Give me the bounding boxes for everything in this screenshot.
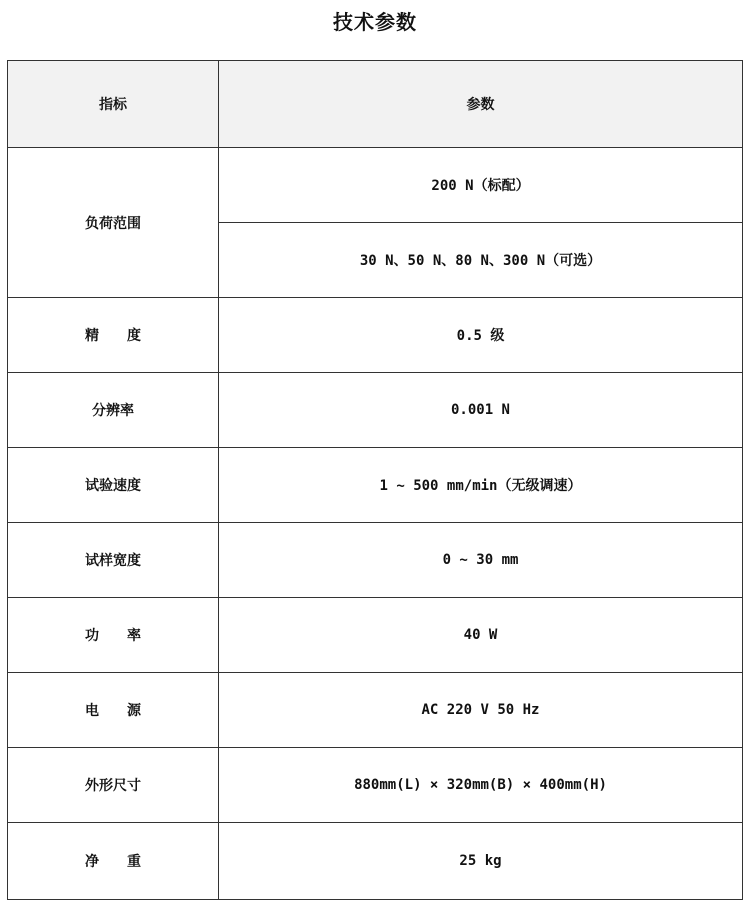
table-row: [8, 298, 743, 373]
row-label-power-supply: 电 源: [8, 673, 219, 748]
row-value-resolution: 0.001 N: [219, 373, 743, 448]
row-label-sample-width: 试样宽度: [8, 523, 219, 598]
row-label-power: 功 率: [8, 598, 219, 673]
row-value-load-standard: 200 N（标配）: [219, 148, 743, 223]
row-value-test-speed: 1 ~ 500 mm/min（无级调速）: [219, 448, 743, 523]
row-value-load-optional: 30 N、50 N、80 N、300 N（可选）: [219, 223, 743, 298]
row-value-sample-width: 0 ~ 30 mm: [219, 523, 743, 598]
table-row: [8, 598, 743, 673]
header-parameter: 参数: [219, 61, 743, 148]
table-row: [8, 373, 743, 448]
row-value-power-supply: AC 220 V 50 Hz: [219, 673, 743, 748]
row-value-dimensions: 880mm(L) × 320mm(B) × 400mm(H): [219, 748, 743, 823]
row-value-net-weight: 25 kg: [219, 823, 743, 900]
spec-table: [7, 60, 743, 900]
row-label-dimensions: 外形尺寸: [8, 748, 219, 823]
row-value-power: 40 W: [219, 598, 743, 673]
table-row: [8, 448, 743, 523]
table-row: [8, 673, 743, 748]
header-indicator: 指标: [8, 61, 219, 148]
row-label-load-range: 负荷范围: [8, 148, 219, 298]
row-label-test-speed: 试验速度: [8, 448, 219, 523]
table-row: [8, 148, 743, 223]
table-header-row: [8, 61, 743, 148]
table-row: [8, 523, 743, 598]
table-row: [8, 748, 743, 823]
row-label-accuracy: 精 度: [8, 298, 219, 373]
page-title: 技术参数: [333, 10, 417, 34]
table-row: [8, 823, 743, 900]
row-value-accuracy: 0.5 级: [219, 298, 743, 373]
row-label-resolution: 分辨率: [8, 373, 219, 448]
row-label-net-weight: 净 重: [8, 823, 219, 900]
